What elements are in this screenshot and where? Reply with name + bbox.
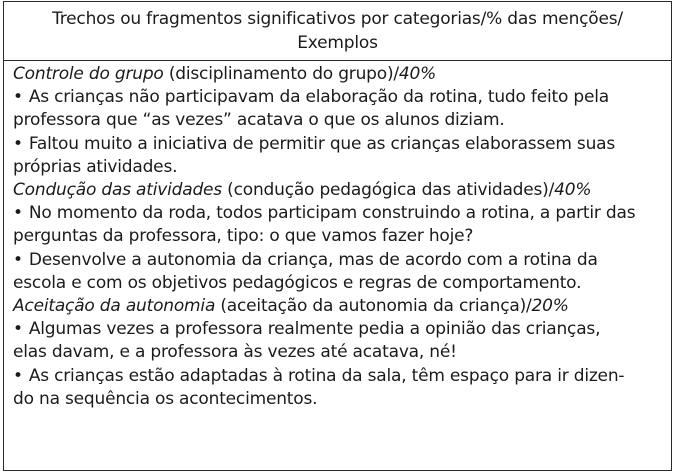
category-name: Aceitação da autonomia xyxy=(13,296,216,317)
list-item xyxy=(13,365,671,411)
category-heading xyxy=(13,179,671,202)
item-text: Faltou muito a iniciativa de permitir que as crianças elaborassem suas xyxy=(28,133,616,154)
bullet-icon: • xyxy=(13,133,23,154)
list-item xyxy=(13,86,671,132)
category-heading xyxy=(13,63,671,86)
category-name: Condução das atividades xyxy=(13,180,222,201)
table-header xyxy=(4,2,671,61)
item-text: próprias atividades. xyxy=(13,156,178,177)
item-text: escola e com os objetivos pedagógicos e regras de comportamento. xyxy=(13,272,582,293)
category-name: Controle do grupo xyxy=(13,64,164,84)
category-aceitacao-da-autonomia xyxy=(13,295,671,411)
bullet-icon: • xyxy=(13,249,23,270)
category-description: (aceitação da autonomia da criança)/ xyxy=(215,296,532,317)
category-description: (condução pedagógica das atividades)/ xyxy=(221,180,555,201)
categories-table xyxy=(3,1,672,471)
list-item xyxy=(13,249,671,295)
table-body xyxy=(4,61,671,411)
item-text: No momento da roda, todos participam construindo a rotina, a partir das xyxy=(28,203,636,224)
item-text: perguntas da professora, tipo: o que vamos fazer hoje? xyxy=(13,226,474,247)
item-text: Desenvolve a autonomia da criança, mas de acordo com a rotina da xyxy=(28,249,598,270)
category-controle-do-grupo xyxy=(13,63,671,179)
item-text: As crianças não participavam da elaboração da rotina, tudo feito pela xyxy=(28,87,609,108)
category-percent: 40% xyxy=(398,64,437,84)
list-item xyxy=(13,202,671,248)
list-item xyxy=(13,133,671,179)
bullet-icon: • xyxy=(13,319,23,340)
bullet-icon: • xyxy=(13,365,23,386)
category-percent: 20% xyxy=(531,296,569,317)
category-description: (disciplinamento do grupo)/ xyxy=(163,64,399,84)
category-percent: 40% xyxy=(554,180,592,201)
header-line-2: Exemplos xyxy=(297,33,378,53)
item-text: Algumas vezes a professora realmente pedia a opinião das crianças, xyxy=(28,319,601,340)
header-line-1: Trechos ou fragmentos significativos por categorias/% das menções/ xyxy=(52,9,623,29)
item-text: elas davam, e a professora às vezes até acatava, né! xyxy=(13,342,457,363)
category-conducao-das-atividades xyxy=(13,179,671,295)
item-text: As crianças estão adaptadas à rotina da sala, têm espaço para ir dizen- xyxy=(28,365,625,386)
item-text: professora que “as vezes” acatava o que os alunos diziam. xyxy=(13,110,505,131)
bullet-icon: • xyxy=(13,203,23,224)
item-text: do na sequência os acontecimentos. xyxy=(13,388,318,409)
bullet-icon: • xyxy=(13,87,23,108)
list-item xyxy=(13,318,671,364)
category-heading xyxy=(13,295,671,318)
